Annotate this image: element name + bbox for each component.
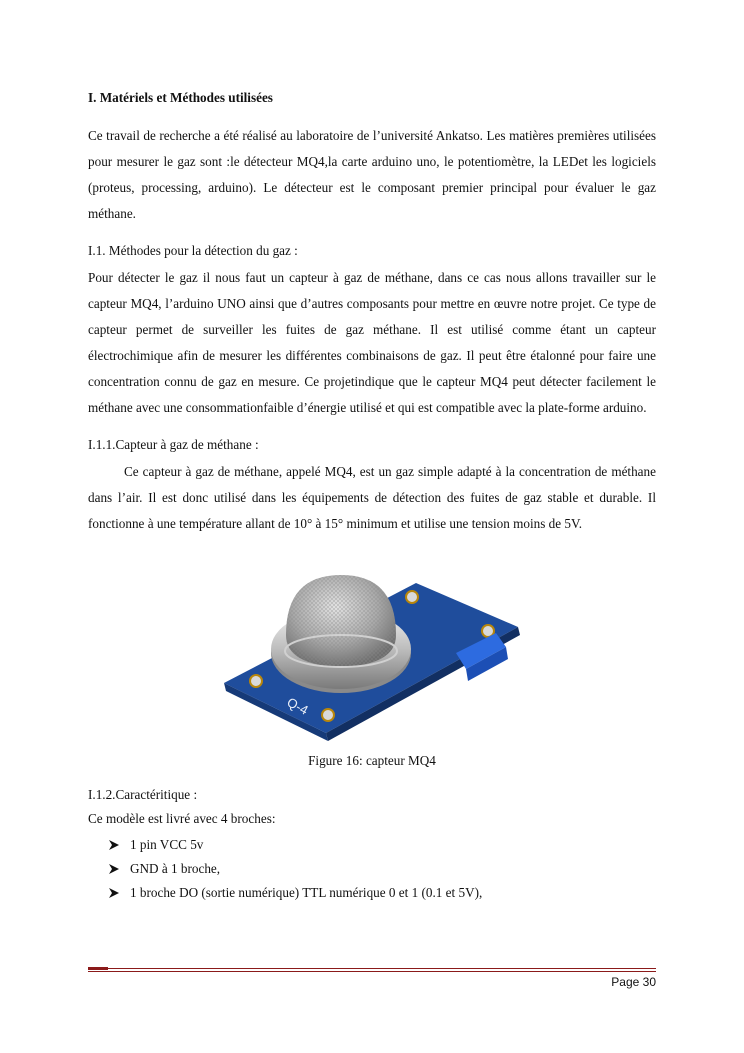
page-number: Page 30 xyxy=(611,975,656,989)
subsection-1-2-heading: I.1.2.Caractéritique : xyxy=(88,787,198,802)
subsection-1-1-paragraph: Ce capteur à gaz de méthane, appelé MQ4, est un gaz simple adapté à la concentration de méthane dans l’air. Il est donc utilisé dans les équipements de détection des fuites de gaz stable et durable. Il fonctionne à une température allant de 10° à 15° minimum et utilise une tension moins de 5V. xyxy=(88,464,656,531)
mounting-hole-icon xyxy=(322,709,334,721)
arrow-bullet-icon xyxy=(108,839,120,851)
board-label: Q-4 xyxy=(284,694,311,718)
list-item xyxy=(108,881,656,905)
arrow-bullet-icon xyxy=(108,863,120,875)
mounting-hole-icon xyxy=(250,675,262,687)
figure-caption: Figure 16: capteur MQ4 xyxy=(308,753,436,768)
list-item xyxy=(108,857,656,881)
mounting-hole-icon xyxy=(406,591,418,603)
footer-rule xyxy=(88,968,656,969)
footer-rule-secondary xyxy=(88,971,656,972)
mq4-sensor-illustration xyxy=(216,555,526,745)
subsection-1-paragraph: Pour détecter le gaz il nous faut un capteur à gaz de méthane, dans ce cas nous allons travailler sur le capteur MQ4, l’arduino UNO ainsi que d’autres composants pour mettre en œuvre notre projet. Ce type de capteur permet de surveiller les fuites de gaz méthane. Il est utilisé comme étant un capteur électrochimique afin de mesurer les différentes combinaisons de gaz. Il peut être étalonné pour faire une concentration connu de gaz en mesure. Ce projetindique que le capteur MQ4 peut détecter facilement le méthane avec une consommationfaible d’énergie utilisé et qui est compatible avec la plate-forme arduino. xyxy=(88,270,656,415)
subsection-1-2-intro: Ce modèle est livré avec 4 broches: xyxy=(88,811,276,826)
mq4-sensor-image xyxy=(216,555,526,745)
subsection-1-1-heading: I.1.1.Capteur à gaz de méthane : xyxy=(88,437,259,452)
section-title: I. Matériels et Méthodes utilisées xyxy=(88,90,273,105)
page-content xyxy=(88,88,656,905)
list-item xyxy=(108,833,656,857)
subsection-1-heading: I.1. Méthodes pour la détection du gaz : xyxy=(88,243,298,258)
list-item-text: GND à 1 broche, xyxy=(130,861,221,876)
list-item-text: 1 pin VCC 5v xyxy=(130,837,204,852)
intro-paragraph: Ce travail de recherche a été réalisé au laboratoire de l’université Ankatso. Les matières premières utilisées pour mesurer le gaz sont :le détecteur MQ4,la carte arduino uno, le potentiomètre, la LEDet les logiciels (proteus, processing, arduino). Le détecteur est le composant premier principal pour évaluer le gaz méthane. xyxy=(88,128,656,221)
arrow-bullet-icon xyxy=(108,887,120,899)
pin-list xyxy=(88,833,656,905)
list-item-text: 1 broche DO (sortie numérique) TTL numérique 0 et 1 (0.1 et 5V), xyxy=(130,885,483,900)
